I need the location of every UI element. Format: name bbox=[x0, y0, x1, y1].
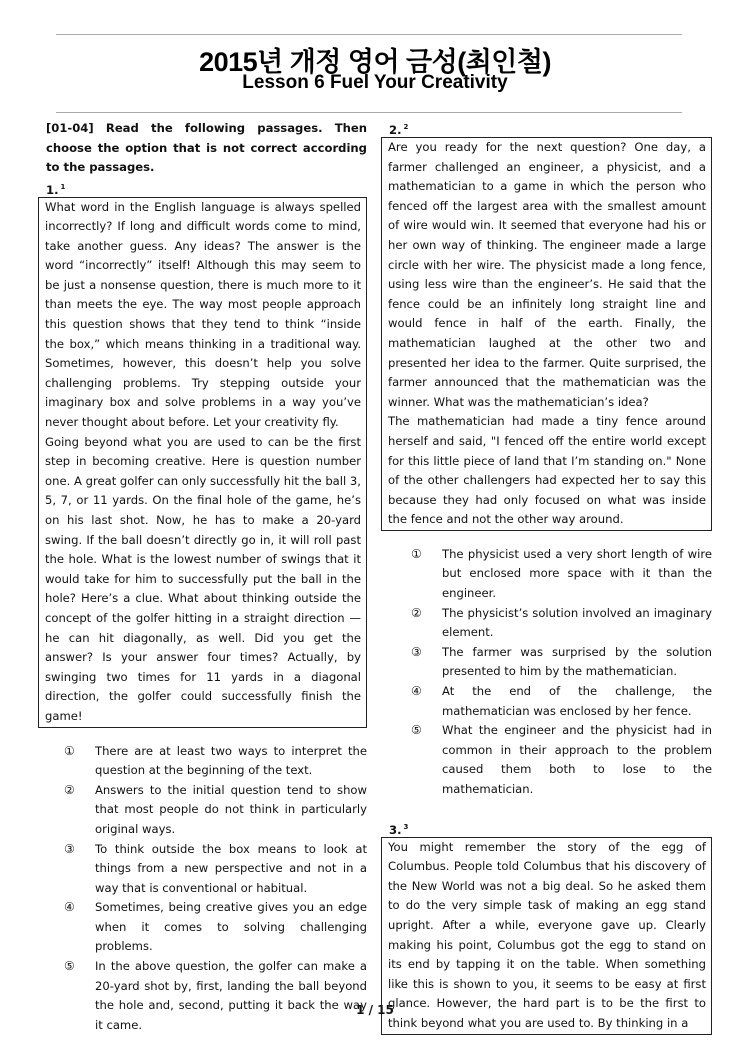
footnote-marker: 2 bbox=[403, 123, 409, 131]
question-2-label: 2. $^2$ bbox=[389, 123, 409, 137]
right-column bbox=[381, 119, 712, 1035]
option-text: What the engineer and the physicist had in common in their approach to the problem caused them both to lose to the mathematician. bbox=[442, 723, 712, 796]
option-item bbox=[64, 957, 367, 1035]
option-item bbox=[411, 721, 712, 799]
passage-paragraph: The mathematician had made a tiny fence around herself and said, "I fenced off the entire world except for this little piece of land that I’m standing on." None of the other challengers had expected her to say this because they had only focused on what was inside the fence and not the other way around. bbox=[388, 414, 706, 527]
passage-paragraph: Are you ready for the next question? One day, a farmer challenged an engineer, a physicist, and a mathematician to a game in which the person who fenced off the largest area with the smallest amount of wire would win. It seemed that everyone had his or her own way of thinking. The engineer made a large circle with her wire. The physicist made a long fence, using less wire than the engineer’s. He said that the fence could be an infinitely long straight line and would fence in half of the earth. Finally, the mathematician laughed at the other two and presented her idea to the farmer. Quite surprised, the farmer announced that the mathematician was the winner. What was the mathematician’s idea? bbox=[388, 140, 706, 409]
passage-paragraph: Going beyond what you are used to can be the first step in becoming creative. Here is question number one. A great golfer can only successfully hit the ball 3, 5, 7, or 11 yards. On the final hole of the game, he’s on his last shot. Now, he has to make a 20-yard swing. If the ball doesn’t directly go in, it will roll past the hole. What is the lowest number of swings that it would take for him to successfully put the ball in the hole? Here’s a clue. What about thinking outside the concept of the golfer hitting in a straight direction — he can hit diagonally, as well. Did you get the answer? Is your answer four times? Actually, by swinging two times for 11 yards in a diagonal direction, the golfer could successfully finish the game! bbox=[45, 434, 361, 723]
option-item bbox=[411, 643, 712, 682]
option-text: The physicist used a very short length of wire but enclosed more space with it than the engineer. bbox=[442, 546, 712, 601]
option-number: ③ bbox=[411, 644, 422, 659]
option-number: ④ bbox=[64, 900, 75, 915]
option-number: ② bbox=[64, 782, 75, 797]
option-number: ⑤ bbox=[64, 959, 75, 974]
option-text: To think outside the box means to look at things from a new perspective and not in a way that is conventional or habitual. bbox=[95, 841, 367, 895]
page-number: 1 / 15 bbox=[356, 1003, 394, 1017]
option-text: At the end of the challenge, the mathematician was enclosed by her fence. bbox=[442, 684, 712, 718]
header-rule-top bbox=[56, 34, 682, 35]
option-number: ② bbox=[411, 605, 422, 620]
option-text: Answers to the initial question tend to show that most people do not think in particularly original ways. bbox=[95, 782, 367, 836]
instructions: [01-04] Read the following passages. Then choose the option that is not correct according to the passages. bbox=[46, 121, 367, 174]
left-column bbox=[38, 119, 367, 1035]
option-item bbox=[411, 604, 712, 643]
option-item bbox=[64, 742, 367, 781]
option-item bbox=[411, 682, 712, 721]
option-item bbox=[64, 781, 367, 840]
option-text: Sometimes, being creative gives you an edge when it comes to solving challenging problems. bbox=[95, 900, 367, 954]
lesson-subtitle: Lesson 6 Fuel Your Creativity bbox=[242, 72, 508, 93]
option-number: ① bbox=[64, 743, 75, 758]
option-number: ④ bbox=[411, 684, 422, 699]
option-item bbox=[64, 840, 367, 899]
document-title: 2015년 개정 영어 금성(최인철) bbox=[199, 47, 551, 77]
question-1-label: 1. $^1$ bbox=[46, 182, 66, 197]
option-text: The physicist’s solution involved an imaginary element. bbox=[442, 605, 712, 640]
question-1-passage bbox=[38, 197, 367, 728]
option-text: There are at least two ways to interpret the question at the beginning of the text. bbox=[95, 743, 367, 778]
question-2-options bbox=[411, 545, 712, 800]
option-number: ① bbox=[411, 546, 422, 561]
question-3-label: 3. $^3$ bbox=[389, 822, 409, 837]
header-rule-bottom bbox=[56, 112, 682, 113]
passage-paragraph: What word in the English language is always spelled incorrectly? If long and difficult words come to mind, take another guess. Any ideas? The answer is the word “incorrectly” itself! Although this may seem to be just a nonsense question, there is much more to it than meets the eye. The way most people approach this question shows that they tend to think “inside the box,” which means thinking in a traditional way. Sometimes, however, this doesn’t help you solve challenging problems. Try stepping outside your imaginary box and solve problems in a way you’ve never thought about before. Let your creativity fly. bbox=[45, 199, 361, 430]
option-item bbox=[411, 545, 712, 604]
question-1-options bbox=[64, 742, 367, 1036]
option-number: ③ bbox=[64, 841, 75, 856]
footnote-marker: 3 bbox=[403, 822, 409, 831]
option-text: In the above question, the golfer can make a 20-yard shot by, first, landing the ball beyond the hole and, second, putting it back the way it came. bbox=[95, 959, 367, 1032]
option-item bbox=[64, 898, 367, 957]
question-2-passage bbox=[381, 137, 712, 531]
footnote-marker: 1 bbox=[60, 182, 66, 191]
passage-paragraph: You might remember the story of the egg of Columbus. People told Columbus that his discovery of the New World was not a big deal. So he asked them to do the very simple task of making an egg stand upright. After a while, everyone gave up. Clearly making his point, Columbus got the egg to stand on its end by tapping it on the table. When something like this is shown to you, it seems to be easy at first glance. However, the hard part is to be the first to think beyond what you are used to. By thinking in a bbox=[388, 839, 706, 1030]
option-text: The farmer was surprised by the solution presented to him by the mathematician. bbox=[442, 644, 712, 679]
option-number: ⑤ bbox=[411, 723, 422, 738]
